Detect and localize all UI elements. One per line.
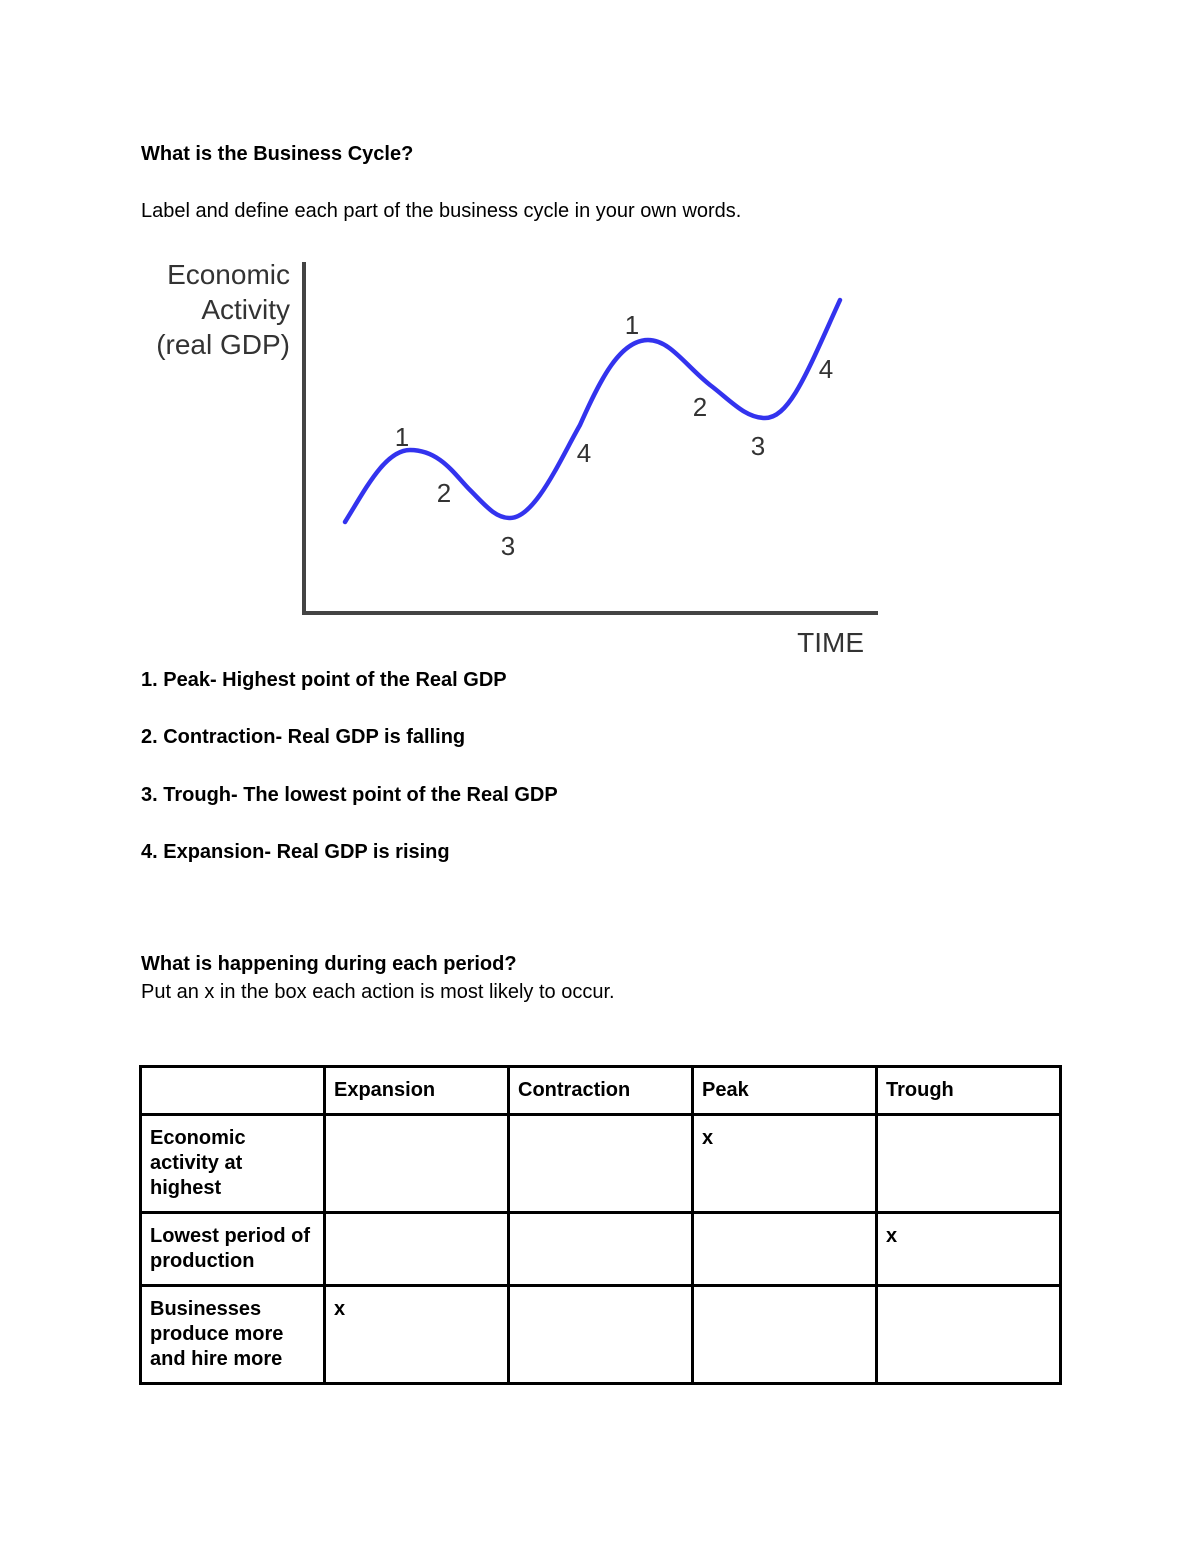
definition-trough: 3. Trough- The lowest point of the Real GDP [141, 784, 558, 806]
business-cycle-diagram [140, 250, 900, 675]
table-row [141, 1213, 1061, 1286]
point-label-peak-2: 1 [624, 310, 640, 340]
business-cycle-table [139, 1065, 1062, 1385]
page-title: What is the Business Cycle? [141, 143, 414, 165]
y-axis-label-line-1: Economic [167, 259, 290, 290]
instructions-text: Label and define each part of the business cycle in your own words. [141, 200, 742, 222]
point-label-contraction-1: 2 [436, 478, 452, 508]
definition-expansion: 4. Expansion- Real GDP is rising [141, 841, 450, 863]
table-cell[interactable] [325, 1115, 509, 1213]
point-label-peak-1: 1 [394, 422, 410, 452]
table-cell[interactable] [877, 1115, 1061, 1213]
section-2-instructions: Put an x in the box each action is most likely to occur. [141, 981, 615, 1003]
table-row [141, 1115, 1061, 1213]
point-label-trough-1: 3 [500, 531, 516, 561]
y-axis-label-line-3: (real GDP) [156, 329, 290, 360]
header-cell-peak: Peak [693, 1067, 877, 1115]
table-cell[interactable]: x [877, 1213, 1061, 1286]
point-label-expansion-1: 4 [576, 438, 592, 468]
header-cell-expansion: Expansion [325, 1067, 509, 1115]
definition-peak: 1. Peak- Highest point of the Real GDP [141, 669, 507, 691]
row-label: Lowest period of production [141, 1213, 325, 1286]
y-axis-label-line-2: Activity [201, 294, 290, 325]
row-label: Businesses produce more and hire more [141, 1286, 325, 1384]
table-cell[interactable] [693, 1213, 877, 1286]
table-cell[interactable] [509, 1115, 693, 1213]
table-cell[interactable]: x [325, 1286, 509, 1384]
table-cell[interactable]: x [693, 1115, 877, 1213]
table-row [141, 1286, 1061, 1384]
row-label: Economic activity at highest [141, 1115, 325, 1213]
table-cell[interactable] [509, 1286, 693, 1384]
table-cell[interactable] [325, 1213, 509, 1286]
x-axis-label: TIME [797, 627, 864, 658]
table-header-row [141, 1067, 1061, 1115]
header-cell-trough: Trough [877, 1067, 1061, 1115]
table-cell[interactable] [693, 1286, 877, 1384]
business-cycle-curve [345, 300, 840, 522]
definition-contraction: 2. Contraction- Real GDP is falling [141, 726, 466, 748]
point-label-contraction-2: 2 [692, 392, 708, 422]
point-label-expansion-2: 4 [818, 354, 834, 384]
header-cell-empty [141, 1067, 325, 1115]
section-2-title: What is happening during each period? [141, 953, 517, 975]
table-cell[interactable] [877, 1286, 1061, 1384]
point-label-trough-2: 3 [750, 431, 766, 461]
table-cell[interactable] [509, 1213, 693, 1286]
header-cell-contraction: Contraction [509, 1067, 693, 1115]
